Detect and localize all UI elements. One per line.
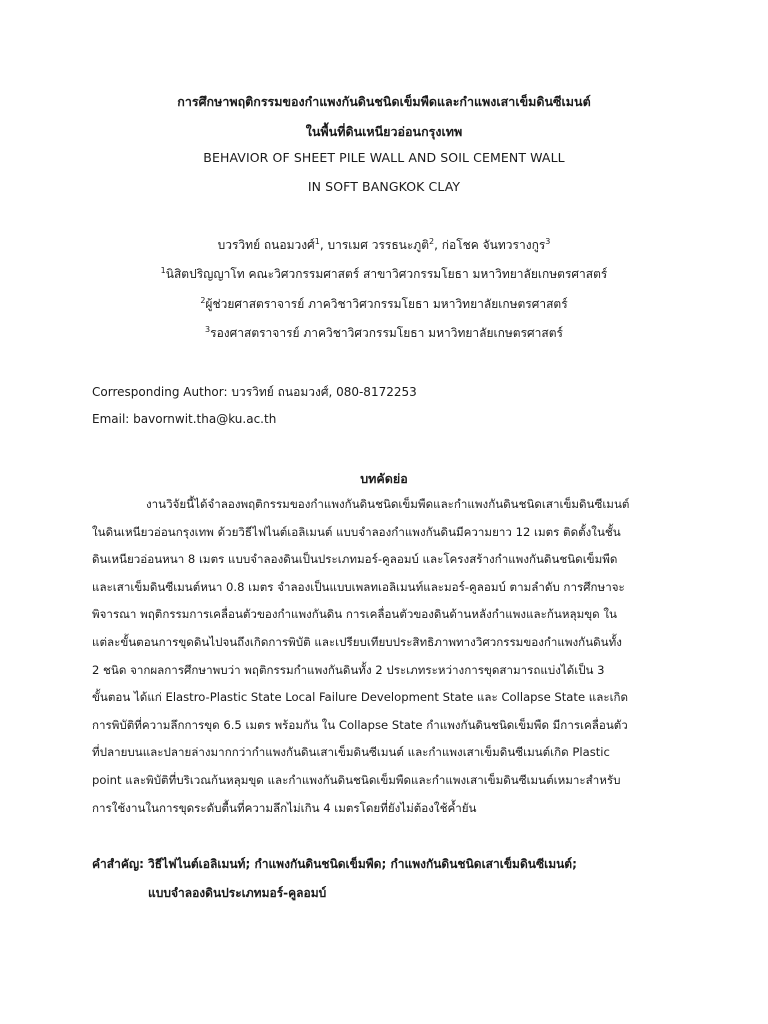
abstract-line-4: และเสาเข็มดินซีเมนต์หนา 0.8 เมตร จำลองเป็นแบบเพลทเอลิเมนท์และมอร์-คูลอมบ์ ตามลำดับ การศึกษาจะ bbox=[92, 579, 625, 594]
abstract-line-7: 2 ชนิด จากผลการศึกษาพบว่า พฤติกรรมกำแพงกันดินทั้ง 2 ประเภทระหว่างการขุดสามารถแบ่งได้เป็น 3 bbox=[92, 662, 605, 677]
author-1-name: บวรวิทย์ ถนอมวงศ์ bbox=[217, 238, 315, 252]
abstract-line-10: ที่ปลายบนและปลายล่างมากกว่ากำแพงกันดินเสาเข็มดินซีเมนต์ และกำแพงเสาเข็มดินซีเมนต์เกิด Plastic bbox=[92, 745, 610, 760]
affiliation-1-text: นิสิตปริญญาโท คณะวิศวกรรมศาสตร์ สาขาวิศวกรรมโยธา มหาวิทยาลัยเกษตรศาสตร์ bbox=[165, 267, 608, 281]
abstract-line-6: แต่ละขั้นตอนการขุดดินไปจนถึงเกิดการพิบัติ และเปรียบเทียบประสิทธิภาพทางวิศวกรรมของกำแพงกันดินทั้ง bbox=[92, 634, 622, 649]
author-3-name: , ก่อโชค จันทวรางกูร bbox=[434, 238, 546, 252]
author-email: Email: bavornwit.tha@ku.ac.th bbox=[92, 412, 277, 426]
author-2-name: , บารเมศ วรรธนะภูติ bbox=[319, 238, 430, 252]
affiliation-1 bbox=[0, 265, 768, 284]
affiliation-2-text: ผู้ช่วยศาสตราจารย์ ภาควิชาวิศวกรรมโยธา มหาวิทยาลัยเกษตรศาสตร์ bbox=[205, 297, 568, 311]
corresponding-author: Corresponding Author: บวรวิทย์ ถนอมวงศ์, 080-8172253 bbox=[92, 385, 417, 399]
affiliation-3-sup: 3 bbox=[205, 325, 211, 334]
abstract-line-2: ในดินเหนียวอ่อนกรุงเทพ ด้วยวิธีไฟไนต์เอลิเมนต์ แบบจำลองกำแพงกันดินมีความยาว 12 เมตร ติดตั้งในชั้น bbox=[92, 524, 621, 539]
author-3-sup: 3 bbox=[545, 237, 551, 246]
abstract-line-11: point และพิบัติที่บริเวณก้นหลุมขุด และกำแพงกันดินชนิดเข็มพืดและกำแพงเสาเข็มดินซีเมนต์เหมาะสำหรับ bbox=[92, 772, 621, 787]
affiliation-2 bbox=[0, 295, 768, 314]
title-thai-line-1: การศึกษาพฤติกรรมของกำแพงกันดินชนิดเข็มพืดและกำแพงเสาเข็มดินซีเมนต์ bbox=[177, 94, 591, 109]
abstract-line-3: ดินเหนียวอ่อนหนา 8 เมตร แบบจำลองดินเป็นประเภทมอร์-คูลอมบ์ และโครงสร้างกำแพงกันดินชนิดเข็มพืด bbox=[92, 552, 618, 567]
author-2-sup: 2 bbox=[429, 237, 435, 246]
affiliation-1-sup: 1 bbox=[160, 266, 166, 275]
affiliation-3 bbox=[0, 324, 768, 343]
author-list bbox=[0, 236, 768, 255]
abstract-body bbox=[92, 491, 678, 822]
keywords-line-2: แบบจำลองดินประเภทมอร์-คูลอมบ์ bbox=[148, 886, 327, 900]
title-english-line-1: BEHAVIOR OF SHEET PILE WALL AND SOIL CEMENT WALL bbox=[203, 150, 565, 165]
affiliation-3-text: รองศาสตราจารย์ ภาควิชาวิศวกรรมโยธา มหาวิทยาลัยเกษตรศาสตร์ bbox=[210, 326, 563, 340]
abstract-line-8: ขั้นตอน ได้แก่ Elastro-Plastic State Local Failure Development State และ Collapse State และเกิด bbox=[92, 690, 629, 705]
abstract-line-1: งานวิจัยนี้ได้จำลองพฤติกรรมของกำแพงกันดินชนิดเข็มพืดและกำแพงกันดินชนิดเสาเข็มดินซีเมนต์ bbox=[146, 497, 630, 511]
abstract-line-5: พิจารณา พฤติกรรมการเคลื่อนตัวของกำแพงกันดิน การเคลื่อนตัวของดินด้านหลังกำแพงและก้นหลุมขุด ใน bbox=[92, 607, 617, 622]
abstract-line-9: การพิบัติที่ความลึกการขุด 6.5 เมตร พร้อมกัน ใน Collapse State กำแพงกันดินชนิดเข็มพืด มีการเคลื่อนตัว bbox=[92, 717, 628, 732]
abstract-line-12: การใช้งานในการขุดระดับตื้นที่ความลึกไม่เกิน 4 เมตรโดยที่ยังไม่ต้องใช้ค้ำยัน bbox=[92, 800, 477, 815]
title-thai-line-2: ในพื้นที่ดินเหนียวอ่อนกรุงเทพ bbox=[305, 124, 463, 139]
title-english-line-2: IN SOFT BANGKOK CLAY bbox=[307, 179, 461, 194]
abstract-heading: บทคัดย่อ bbox=[360, 471, 408, 486]
keywords-line-1: คำสำคัญ: วิธีไฟไนต์เอลิเมนท์; กำแพงกันดินชนิดเข็มพืด; กำแพงกันดินชนิดเสาเข็มดินซีเมนต์; bbox=[92, 857, 577, 871]
author-1-sup: 1 bbox=[314, 237, 320, 246]
affiliation-2-sup: 2 bbox=[200, 296, 206, 305]
